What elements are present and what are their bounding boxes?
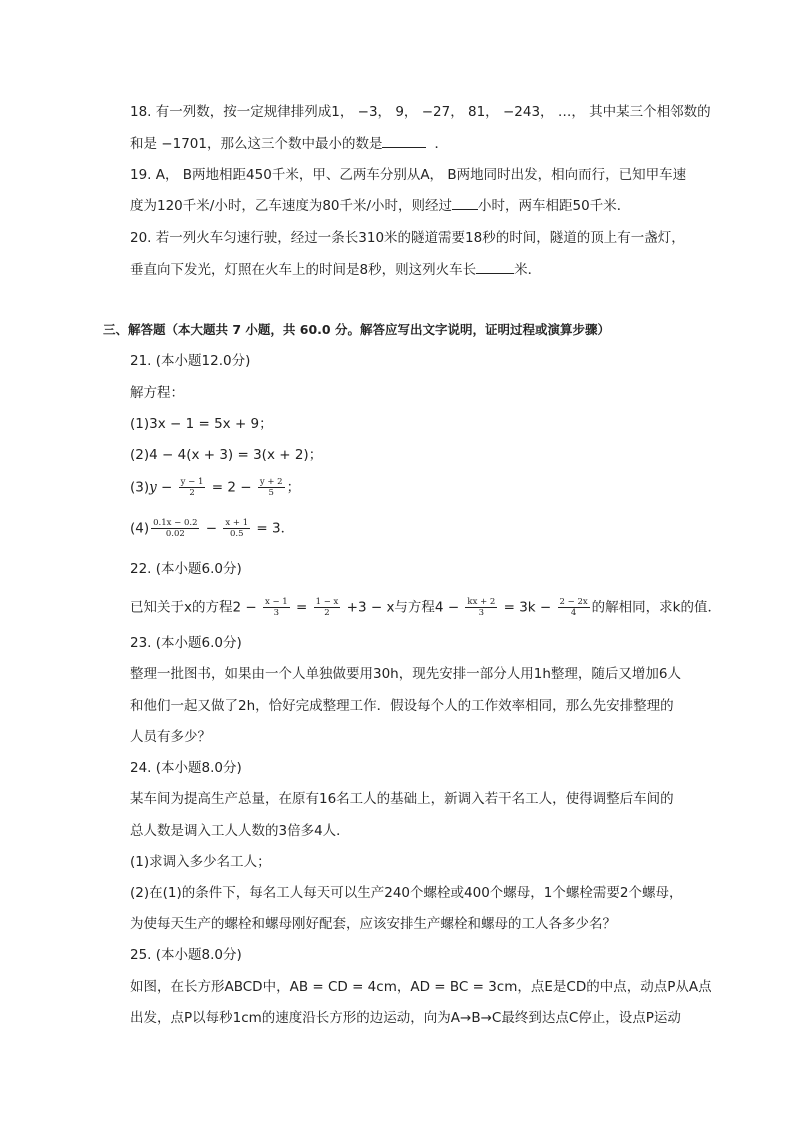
section-heading: 三、解答题（本大题共 7 小题，共 60.0 分。解答应写出文字说明，证明过程或演算步骤） bbox=[103, 322, 610, 337]
q21-part2: (2)4 − 4(x + 3) = 3(x + 2)； bbox=[130, 447, 323, 463]
q19-end: 小时，两车相距50千米． bbox=[478, 198, 631, 214]
fraction bbox=[179, 477, 206, 498]
q21-part4 bbox=[130, 518, 294, 539]
variable: y bbox=[149, 479, 157, 496]
denominator: 2 bbox=[189, 488, 195, 498]
q20-line1: 20. 若一列火车匀速行驶，经过一条长310米的隧道需要18秒的时间，隧道的顶上有一盏灯， bbox=[130, 230, 685, 246]
operator: − bbox=[156, 479, 177, 496]
q24-line3: (1)求调入多少名工人； bbox=[130, 854, 271, 870]
numerator: x + 1 bbox=[225, 518, 249, 528]
q24-line4: (2)在(1)的条件下，每名工人每天可以生产240个螺栓或400个螺母，1个螺栓需要2个螺母， bbox=[130, 885, 683, 901]
q21-intro: 解方程： bbox=[130, 385, 184, 401]
answer-blank[interactable] bbox=[476, 260, 514, 274]
fraction bbox=[465, 597, 497, 618]
q23-line3: 人员有多少？ bbox=[130, 729, 211, 745]
answer-blank[interactable] bbox=[452, 196, 478, 210]
q24-line5: 为使每天生产的螺栓和螺母刚好配套，应该安排生产螺栓和螺母的工人各多少名？ bbox=[130, 916, 616, 932]
numerator: kx + 2 bbox=[467, 597, 496, 607]
fraction bbox=[258, 477, 285, 498]
q18-end: ． bbox=[434, 136, 448, 152]
operator: − bbox=[201, 520, 222, 537]
numerator: y + 2 bbox=[259, 477, 283, 487]
text: = 3k − bbox=[499, 599, 556, 616]
q25-line1: 如图，在长方形ABCD中，AB = CD = 4cm，AD = BC = 3cm，点E是CD的中点，动点P从A点 bbox=[130, 979, 712, 995]
fraction bbox=[263, 597, 290, 618]
q21-part1: (1)3x − 1 = 5x + 9； bbox=[130, 416, 273, 432]
fraction bbox=[151, 518, 199, 539]
q18-line2 bbox=[130, 134, 448, 153]
numerator: 1 − x bbox=[315, 597, 339, 607]
denominator: 0.5 bbox=[229, 529, 244, 539]
q22-body bbox=[130, 597, 721, 618]
q19-line2 bbox=[130, 196, 630, 215]
q25-header: 25. (本小题8.0分) bbox=[130, 947, 242, 963]
fraction bbox=[558, 597, 590, 618]
end-mark: = 3． bbox=[252, 520, 295, 537]
answer-blank[interactable] bbox=[382, 134, 426, 148]
part-label: (4) bbox=[130, 520, 150, 537]
text: 已知关于x的方程2 − bbox=[130, 599, 261, 616]
text: +3 − x与方程4 − bbox=[342, 599, 464, 616]
denominator: 0.02 bbox=[165, 529, 185, 539]
operator: = 2 − bbox=[207, 479, 256, 496]
end-mark: ； bbox=[286, 479, 301, 496]
q22-header: 22. (本小题6.0分) bbox=[130, 561, 242, 577]
q24-line2: 总人数是调入工人人数的3倍多4人． bbox=[130, 823, 350, 839]
q23-line1: 整理一批图书，如果由一个人单独做要用30h，现先安排一部分人用1h整理，随后又增加6人 bbox=[130, 666, 681, 682]
q19-text: 度为120千米/小时，乙车速度为80千米/小时，则经过 bbox=[130, 198, 453, 214]
q20-line2 bbox=[130, 260, 541, 279]
fraction bbox=[223, 518, 250, 539]
denominator: 4 bbox=[570, 608, 577, 618]
q19-line1: 19. A， B两地相距450千米，甲、乙两车分别从A， B两地同时出发，相向而行，已知甲车速 bbox=[130, 167, 687, 183]
q25-line2: 出发，点P以每秒1cm的速度沿长方形的边运动，向为A→B→C最终到达点C停止，设点P运动 bbox=[130, 1010, 681, 1026]
numerator: y − 1 bbox=[180, 477, 204, 487]
numerator: x − 1 bbox=[264, 597, 288, 607]
denominator: 3 bbox=[478, 608, 485, 618]
numerator: 2 − 2x bbox=[559, 597, 588, 607]
q20-text: 垂直向下发光，灯照在火车上的时间是8秒，则这列火车长 bbox=[130, 262, 477, 278]
q23-line2: 和他们一起又做了2h，恰好完成整理工作．假设每个人的工作效率相同，那么先安排整理的 bbox=[130, 698, 674, 714]
text: 的解相同，求k的值． bbox=[591, 599, 721, 616]
q24-line1: 某车间为提高生产总量，在原有16名工人的基础上，新调入若干名工人，使得调整后车间的 bbox=[130, 791, 674, 807]
q20-end: 米． bbox=[514, 262, 542, 278]
denominator: 2 bbox=[324, 608, 330, 618]
q23-header: 23. (本小题6.0分) bbox=[130, 635, 242, 651]
fraction bbox=[314, 597, 341, 618]
q18-line1: 18. 有一列数，按一定规律排列成1， −3， 9， −27， 81， −243， …， 其中某三个相邻数的 bbox=[130, 104, 711, 120]
denominator: 3 bbox=[273, 608, 280, 618]
q21-header: 21. (本小题12.0分) bbox=[130, 353, 251, 369]
q18-text: 和是 −1701，那么这三个数中最小的数是 bbox=[130, 136, 383, 152]
part-label: (3) bbox=[130, 479, 150, 496]
q21-part3 bbox=[130, 477, 300, 498]
text: = bbox=[291, 599, 312, 616]
q24-header: 24. (本小题8.0分) bbox=[130, 760, 242, 776]
denominator: 5 bbox=[268, 488, 274, 498]
numerator: 0.1x − 0.2 bbox=[153, 518, 198, 528]
